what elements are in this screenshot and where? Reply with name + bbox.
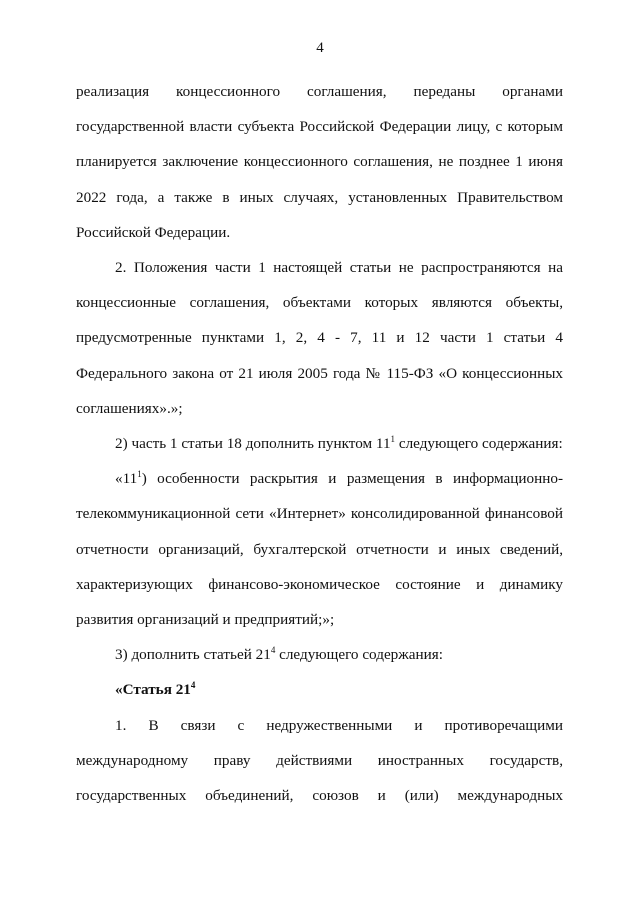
paragraph-text: 2) часть 1 статьи 18 дополнить пунктом 11 — [115, 435, 391, 453]
superscript: 4 — [190, 680, 196, 691]
paragraph-text: следующего содержания: — [275, 646, 443, 664]
article-heading-text: «Статья 21 — [115, 681, 191, 699]
document-body — [76, 74, 563, 813]
paragraph-add-article-21-4 — [76, 637, 563, 672]
paragraph-text: «11 — [115, 470, 138, 488]
paragraph-text: 3) дополнить статьей 21 — [115, 646, 271, 664]
article-heading — [76, 672, 563, 707]
page-number: 4 — [316, 40, 324, 56]
superscript: 1 — [137, 469, 142, 480]
superscript: 1 — [390, 433, 396, 444]
paragraph-part-2: 2. Положения части 1 настоящей статьи не распространяются на концессионные соглашения, объектами которых являются объекты, предусмотренные пунктами 1, 2, 4 - 7, 11 и 12 части 1 статьи 4 Федерального закона от 21 июля 2005 года № 115-ФЗ «О концессионных соглашениях».»; — [76, 259, 563, 417]
paragraph-article-21-4-part-1: 1. В связи с недружественными и противоречащими международному праву действиями иностранных государств, государственных объединений, союзов и (или) международных — [76, 716, 563, 805]
superscript: 4 — [270, 645, 276, 656]
paragraph-amend-article-18 — [76, 426, 563, 461]
paragraph-text: ) особенности раскрытия и размещения в информационно-телекоммуникационной сети «Интернет» консолидированной финансовой отчетности организаций, бухгалтерской отчетности и иных сведений, характеризующих финансово-экономическое состояние и динамику развития организаций и предприятий;»; — [76, 470, 563, 629]
paragraph-item-11-1 — [76, 461, 563, 637]
paragraph-concession-continuation: реализация концессионного соглашения, переданы органами государственной власти субъекта Российской Федерации лицу, с которым планируется заключение концессионного соглашения, не позднее 1 июня 2022 года, а также в иных случаях, установленных Правительством Российской Федерации. — [76, 83, 563, 241]
paragraph-text: следующего содержания: — [395, 435, 563, 453]
